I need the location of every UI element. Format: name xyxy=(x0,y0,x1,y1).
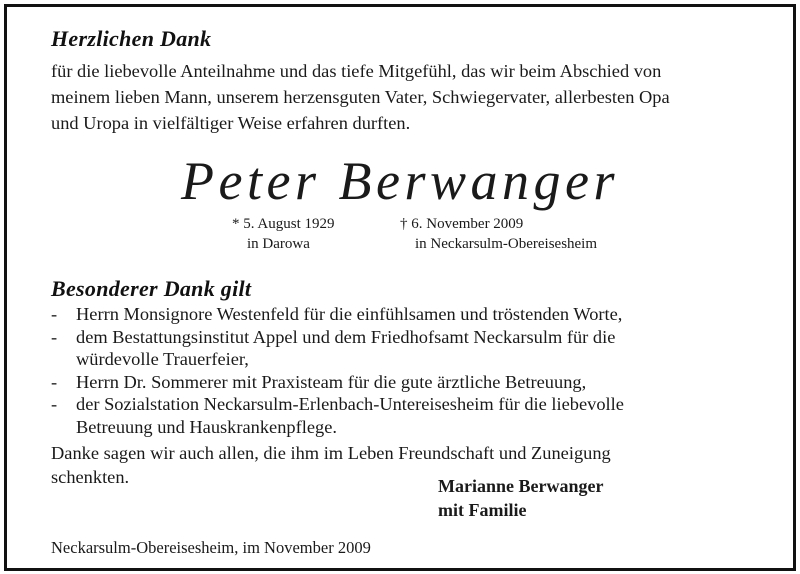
intro-line: für die liebevolle Anteilnahme und das tiefe Mitgefühl, das wir beim Abschied von xyxy=(51,61,662,81)
list-item-text: Betreuung und Hauskrankenpflege. xyxy=(76,416,337,437)
signature-line: Marianne Berwanger xyxy=(438,476,604,496)
birth-date: * 5. August 1929 xyxy=(232,216,335,232)
death-place: in Neckarsulm-Obereisesheim xyxy=(415,236,598,252)
heading-special-thanks: Besonderer Dank gilt xyxy=(51,276,252,301)
list-item-text: dem Bestattungsinstitut Appel und dem Friedhofsamt Neckarsulm für die xyxy=(76,326,616,347)
death-date: † 6. November 2009 xyxy=(400,216,524,232)
list-dash: - xyxy=(51,326,58,347)
list-dash: - xyxy=(51,371,58,392)
closing-line: schenkten. xyxy=(51,467,130,487)
footer-place-date: Neckarsulm-Obereisesheim, im November 2009 xyxy=(51,538,371,557)
list-item-text: Herrn Dr. Sommerer mit Praxisteam für die gute ärztliche Betreuung, xyxy=(76,371,587,392)
list-item-text: der Sozialstation Neckarsulm-Erlenbach-Untereisesheim für die liebevolle xyxy=(76,394,624,414)
list-dash: - xyxy=(51,304,58,324)
list-item xyxy=(51,371,624,394)
intro-paragraph xyxy=(51,58,751,136)
list-item xyxy=(51,393,624,438)
list-item xyxy=(51,303,624,326)
deceased-name: Peter Berwanger xyxy=(181,151,619,211)
intro-line: meinem lieben Mann, unserem herzensguten Vater, Schwiegervater, allerbesten Opa xyxy=(51,87,670,107)
signature-line: mit Familie xyxy=(438,500,527,520)
heading-thanks: Herzlichen Dank xyxy=(51,26,212,51)
death-info xyxy=(400,214,597,254)
birth-info xyxy=(232,214,335,254)
list-item-text: Herrn Monsignore Westenfeld für die einfühlsamen und tröstenden Worte, xyxy=(76,304,623,324)
list-item xyxy=(51,326,624,371)
special-thanks-list xyxy=(51,303,624,438)
closing-paragraph xyxy=(51,441,751,489)
list-item-text: würdevolle Trauerfeier, xyxy=(76,349,249,369)
list-dash: - xyxy=(51,394,58,414)
intro-line: und Uropa in vielfältiger Weise erfahren durften. xyxy=(51,113,411,133)
closing-line: Danke sagen wir auch allen, die ihm im Leben Freundschaft und Zuneigung xyxy=(51,443,611,463)
signature xyxy=(438,474,603,522)
birth-place: in Darowa xyxy=(247,236,310,252)
